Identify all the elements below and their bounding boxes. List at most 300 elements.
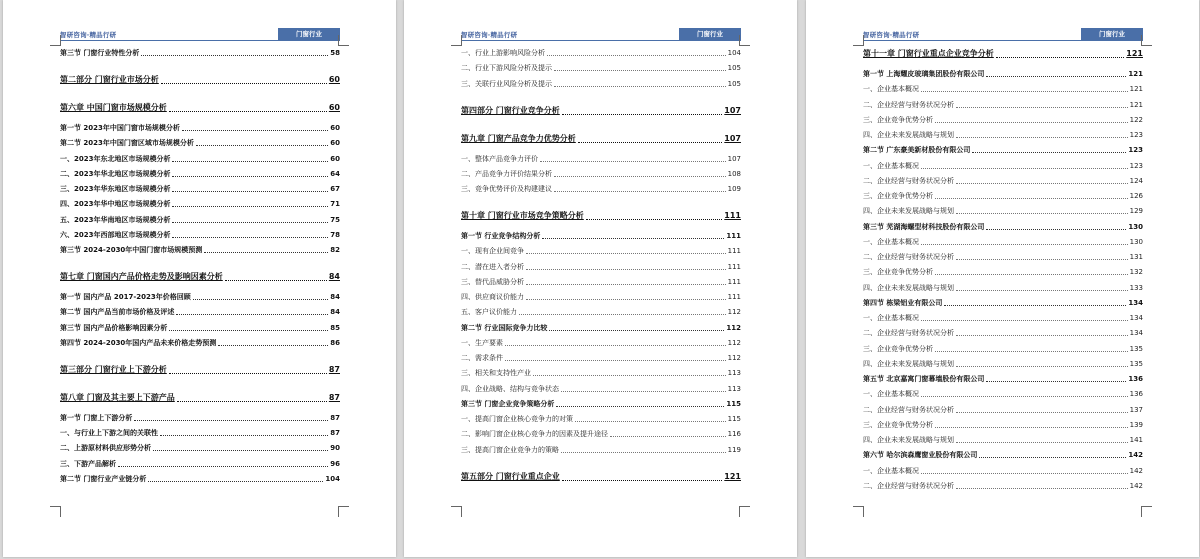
toc-entry[interactable] [461,429,741,439]
crop-mark [50,506,61,517]
toc-list [461,48,741,483]
toc-entry-title: 四、供应商议价能力 [461,293,524,301]
toc-entry[interactable] [461,277,741,287]
toc-entry-page-number: 111 [727,277,741,286]
toc-entry[interactable] [60,48,340,58]
toc-entry-page-number: 115 [727,415,741,423]
toc-leader-dots [979,457,1126,458]
toc-entry[interactable] [60,307,340,317]
toc-leader-dots [956,442,1128,443]
toc-entry-title: 三、提高门窗企业竞争力的策略 [461,445,559,454]
toc-entry-title: 第十章 门窗行业市场竞争策略分析 [461,211,584,220]
toc-entry-title: 第一节 门窗上下游分析 [60,413,133,422]
toc-entry-title: 一、整体产品竞争力评价 [461,154,538,163]
toc-entry-page-number: 111 [727,247,741,256]
toc-entry-page-number: 126 [1129,192,1143,200]
toc-entry-title: 第三节 芜湖海螺型材科技股份有限公司 [863,222,985,231]
toc-entry-page-number: 123 [1129,131,1143,139]
toc-entry-title: 三、企业竞争优势分析 [863,115,933,124]
toc-leader-dots [148,481,323,482]
header-tag: 门窗行业 [679,28,741,40]
toc-entry-page-number: 84 [330,308,340,317]
toc-entry-page-number: 134 [1128,298,1143,307]
toc-entry-title: 第二节 门窗行业产业链分析 [60,474,147,483]
toc-leader-dots [956,259,1128,260]
toc-entry[interactable] [461,79,741,89]
toc-leader-dots [956,488,1128,489]
crop-mark [739,35,750,46]
toc-leader-dots [578,142,723,143]
toc-leader-dots [526,284,726,285]
toc-entry-title: 二、企业经营与财务状况分析 [863,405,954,414]
toc-entry[interactable] [60,428,340,438]
toc-entry[interactable] [863,115,1143,125]
toc-entry[interactable] [863,313,1143,323]
toc-leader-dots [141,55,328,56]
toc-entry-page-number: 60 [328,75,340,84]
toc-entry-page-number: 130 [1129,237,1143,246]
toc-entry[interactable] [60,271,340,283]
toc-leader-dots [935,274,1128,275]
header-rule [863,40,1143,41]
toc-leader-dots [172,237,328,238]
toc-entry-title: 三、相关和支持性产业 [461,369,531,378]
toc-entry-page-number: 60 [330,124,340,132]
toc-leader-dots [956,335,1128,336]
toc-entry[interactable] [60,74,340,86]
toc-entry[interactable] [863,344,1143,354]
toc-entry-page-number: 107 [724,133,741,143]
toc-entry[interactable] [863,191,1143,201]
toc-entry[interactable] [461,231,741,241]
document-page-1 [3,0,396,557]
toc-entry[interactable] [863,405,1143,415]
toc-leader-dots [921,168,1128,169]
toc-entry-title: 第六节 哈尔滨森鹰窗业股份有限公司 [863,451,978,460]
toc-entry-title: 第四节 栋梁铝业有限公司 [863,298,943,307]
toc-entry[interactable] [461,246,741,256]
toc-leader-dots [549,330,724,331]
toc-leader-dots [956,213,1128,214]
toc-entry-title: 第七章 门窗国内产品价格走势及影响因素分析 [60,272,223,281]
toc-entry-title: 三、企业竞争优势分析 [863,268,933,277]
toc-leader-dots [921,91,1128,92]
toc-entry[interactable] [60,364,340,376]
toc-entry-title: 三、企业竞争优势分析 [863,192,933,200]
toc-entry-title: 二、需求条件 [461,354,503,362]
toc-entry-page-number: 136 [1128,375,1143,383]
crop-mark [1141,506,1152,517]
toc-entry[interactable] [863,161,1143,171]
toc-entry[interactable] [863,69,1143,79]
toc-leader-dots [169,111,327,112]
toc-entry-page-number: 116 [727,430,741,439]
toc-entry-title: 三、企业竞争优势分析 [863,344,933,353]
toc-entry-page-number: 82 [330,246,340,254]
toc-entry-title: 六、2023年西部地区市场规模分析 [60,230,171,239]
toc-entry[interactable] [60,184,340,194]
toc-leader-dots [554,191,726,192]
crop-mark [1141,35,1152,46]
toc-entry[interactable] [863,267,1143,277]
toc-entry-title: 二、企业经营与财务状况分析 [863,253,954,261]
toc-entry[interactable] [461,471,741,483]
toc-entry-page-number: 134 [1129,314,1143,322]
toc-leader-dots [547,55,726,56]
toc-leader-dots [935,198,1128,199]
toc-leader-dots [172,222,328,223]
toc-entry-title: 第一节 上海耀皮玻璃集团股份有限公司 [863,70,985,78]
toc-leader-dots [161,83,327,84]
toc-entry-title: 二、企业经营与财务状况分析 [863,100,954,109]
toc-entry-page-number: 104 [325,474,340,483]
toc-leader-dots [172,206,328,207]
toc-leader-dots [935,122,1128,123]
toc-entry[interactable] [863,359,1143,369]
toc-entry[interactable] [461,399,741,409]
toc-leader-dots [519,314,726,315]
toc-leader-dots [169,330,328,331]
toc-leader-dots [956,183,1128,184]
toc-entry-page-number: 108 [727,169,741,178]
toc-entry-page-number: 107 [727,154,741,163]
header-rule [461,40,741,41]
toc-leader-dots [586,219,723,220]
toc-entry-page-number: 71 [330,200,340,209]
toc-entry-title: 三、下游产品解析 [60,459,116,468]
toc-entry-title: 二、行业下游风险分析及提示 [461,64,552,73]
toc-entry[interactable] [461,338,741,348]
toc-leader-dots [540,161,726,162]
toc-entry-title: 二、2023年华北地区市场规模分析 [60,169,171,178]
toc-leader-dots [554,86,726,87]
toc-entry[interactable] [461,63,741,73]
toc-leader-dots [986,229,1126,230]
toc-list [863,48,1143,491]
toc-entry-page-number: 96 [330,459,340,468]
toc-entry-title: 一、2023年东北地区市场规模分析 [60,154,171,163]
toc-leader-dots [956,290,1128,291]
toc-entry[interactable] [60,138,340,148]
toc-entry[interactable] [863,176,1143,186]
toc-entry-page-number: 142 [1128,451,1143,460]
toc-entry[interactable] [60,292,340,302]
toc-entry-title: 三、替代品威胁分析 [461,277,524,286]
crop-mark [338,35,349,46]
toc-entry-title: 五、2023年华南地区市场规模分析 [60,215,171,224]
header-tag: 门窗行业 [1081,28,1143,40]
crop-mark [338,506,349,517]
toc-entry-title: 第一节 2023年中国门窗市场规模分析 [60,124,180,132]
toc-entry-title: 一、企业基本概况 [863,390,919,399]
toc-entry-page-number: 111 [724,211,741,220]
toc-entry[interactable] [863,298,1143,308]
toc-entry-title: 第五节 北京嘉寓门窗幕墙股份有限公司 [863,375,985,383]
toc-entry-title: 二、企业经营与财务状况分析 [863,176,954,185]
crop-mark [451,35,462,46]
toc-leader-dots [944,305,1126,306]
toc-entry-page-number: 121 [724,471,741,481]
crop-mark [739,506,750,517]
toc-leader-dots [935,427,1128,428]
toc-leader-dots [921,396,1128,397]
toc-leader-dots [505,345,726,346]
toc-entry-page-number: 123 [1129,161,1143,170]
toc-entry[interactable] [60,230,340,240]
toc-entry-page-number: 60 [328,103,340,112]
toc-leader-dots [610,436,726,437]
toc-leader-dots [562,480,723,481]
toc-entry[interactable] [863,481,1143,491]
toc-leader-dots [526,269,726,270]
toc-entry-title: 第三节 门窗行业特性分析 [60,49,140,57]
toc-leader-dots [935,351,1128,352]
toc-entry[interactable] [60,215,340,225]
toc-entry-page-number: 84 [328,272,340,281]
toc-entry-page-number: 119 [727,445,741,454]
toc-entry[interactable] [60,474,340,484]
toc-entry[interactable] [461,154,741,164]
toc-entry[interactable] [461,169,741,179]
toc-entry-page-number: 64 [330,169,340,178]
toc-entry-title: 第一节 国内产品 2017-2023年价格回顾 [60,293,191,301]
toc-leader-dots [554,70,726,71]
toc-entry-page-number: 123 [1128,146,1143,155]
toc-entry-page-number: 104 [727,49,741,57]
toc-leader-dots [134,420,328,421]
toc-entry-title: 五、客户议价能力 [461,308,517,317]
toc-leader-dots [575,421,726,422]
header-tag: 门窗行业 [278,28,340,40]
toc-entry-page-number: 60 [330,154,340,163]
toc-entry[interactable] [60,443,340,453]
toc-entry-title: 第六章 中国门窗市场规模分析 [60,103,167,112]
toc-entry-title: 四、企业未来发展战略与规划 [863,359,954,368]
toc-entry[interactable] [60,338,340,348]
toc-leader-dots [169,373,327,374]
toc-entry-title: 三、关联行业风险分析及提示 [461,79,552,88]
toc-entry[interactable] [863,435,1143,445]
toc-entry-page-number: 112 [726,323,741,332]
toc-entry-page-number: 111 [727,262,741,271]
toc-entry-title: 第二部分 门窗行业市场分析 [60,75,159,84]
toc-entry-title: 二、潜在进入者分析 [461,262,524,271]
toc-leader-dots [921,244,1128,245]
toc-entry-page-number: 130 [1128,222,1143,231]
toc-leader-dots [956,366,1128,367]
toc-entry[interactable] [863,237,1143,247]
toc-entry-title: 一、企业基本概况 [863,314,919,322]
toc-entry-page-number: 121 [1129,85,1143,94]
toc-entry[interactable] [60,392,340,404]
toc-entry-page-number: 121 [1129,100,1143,109]
toc-leader-dots [556,406,724,407]
header-brand: 智研咨询·精品行研 [461,31,518,39]
toc-leader-dots [153,450,328,451]
toc-entry-page-number: 121 [1128,70,1143,78]
toc-entry-title: 第二节 2023年中国门窗区域市场规模分析 [60,139,194,148]
toc-leader-dots [542,238,724,239]
toc-entry-page-number: 142 [1129,466,1143,475]
toc-entry[interactable] [863,252,1143,262]
toc-entry-title: 第五部分 门窗行业重点企业 [461,471,560,481]
toc-entry-page-number: 111 [726,232,741,240]
toc-entry[interactable] [863,222,1143,232]
toc-entry[interactable] [863,100,1143,110]
toc-leader-dots [526,253,726,254]
toc-entry[interactable] [60,459,340,469]
toc-entry-page-number: 115 [726,399,741,408]
toc-leader-dots [218,345,328,346]
toc-entry-page-number: 60 [330,139,340,148]
toc-entry-page-number: 129 [1129,207,1143,216]
toc-leader-dots [986,381,1126,382]
toc-entry-page-number: 141 [1129,436,1143,444]
toc-leader-dots [921,473,1128,474]
toc-entry-page-number: 121 [1126,49,1143,58]
toc-entry[interactable] [461,307,741,317]
toc-leader-dots [182,130,328,131]
toc-entry-page-number: 139 [1129,420,1143,429]
toc-entry-page-number: 137 [1129,405,1143,414]
toc-leader-dots [505,360,726,361]
toc-entry[interactable] [863,283,1143,293]
toc-leader-dots [193,299,329,300]
toc-entry-page-number: 87 [330,413,340,422]
toc-entry-page-number: 112 [727,354,741,362]
toc-entry-page-number: 112 [727,308,741,317]
toc-entry-page-number: 136 [1129,390,1143,399]
toc-entry[interactable] [863,328,1143,338]
toc-leader-dots [956,412,1128,413]
header-brand: 智研咨询·精品行研 [863,31,920,39]
toc-entry-title: 四、2023年华中地区市场规模分析 [60,200,171,209]
toc-entry[interactable] [461,353,741,363]
toc-leader-dots [956,107,1128,108]
header-rule [60,40,340,41]
toc-entry-title: 四、企业未来发展战略与规划 [863,436,954,444]
toc-entry-page-number: 84 [330,293,340,301]
toc-leader-dots [526,299,726,300]
toc-leader-dots [176,314,328,315]
crop-mark [451,506,462,517]
toc-leader-dots [561,391,726,392]
toc-entry[interactable] [863,374,1143,384]
toc-entry[interactable] [461,184,741,194]
toc-entry-title: 一、生产要素 [461,338,503,347]
toc-entry-title: 第三部分 门窗行业上下游分析 [60,364,167,374]
toc-entry-page-number: 109 [727,185,741,193]
toc-entry-page-number: 90 [330,444,340,453]
toc-leader-dots [986,76,1126,77]
toc-entry[interactable] [461,384,741,394]
toc-entry-page-number: 142 [1129,481,1143,490]
toc-entry[interactable] [60,323,340,333]
toc-entry[interactable] [461,210,741,222]
toc-leader-dots [196,145,328,146]
toc-entry[interactable] [461,414,741,424]
toc-entry[interactable] [60,413,340,423]
toc-leader-dots [172,176,328,177]
toc-entry-title: 第二节 行业国际竞争力比较 [461,323,548,332]
toc-entry[interactable] [60,123,340,133]
toc-entry-title: 一、企业基本概况 [863,85,919,94]
toc-leader-dots [172,191,328,192]
toc-entry[interactable] [60,102,340,114]
toc-entry[interactable] [461,368,741,378]
toc-entry[interactable] [60,154,340,164]
toc-entry[interactable] [461,133,741,145]
crop-mark [50,35,61,46]
toc-leader-dots [561,452,726,453]
toc-leader-dots [921,320,1128,321]
crop-mark [853,506,864,517]
toc-entry-title: 一、提高门窗企业核心竞争力的对策 [461,415,573,423]
toc-entry[interactable] [461,292,741,302]
toc-entry[interactable] [863,206,1143,216]
toc-entry-title: 三、竞争优势评价及构建建议 [461,185,552,193]
toc-leader-dots [972,152,1126,153]
toc-leader-dots [554,176,726,177]
toc-entry-title: 第三节 2024-2030年中国门窗市场规模预测 [60,246,203,254]
toc-entry[interactable] [461,445,741,455]
toc-entry-title: 一、企业基本概况 [863,466,919,475]
toc-entry-title: 一、行业上游影响风险分析 [461,49,545,57]
toc-leader-dots [225,280,327,281]
toc-entry[interactable] [863,450,1143,460]
toc-leader-dots [160,435,328,436]
toc-entry-page-number: 67 [330,185,340,193]
toc-entry-page-number: 78 [330,230,340,239]
toc-entry-title: 第三节 国内产品价格影响因素分析 [60,323,168,332]
toc-entry[interactable] [461,105,741,117]
toc-leader-dots [118,466,328,467]
toc-entry[interactable] [863,420,1143,430]
document-page-2 [404,0,797,557]
toc-entry[interactable] [863,130,1143,140]
toc-entry[interactable] [60,245,340,255]
toc-entry-title: 一、企业基本概况 [863,237,919,246]
toc-entry-title: 第一节 行业竞争结构分析 [461,232,541,240]
toc-leader-dots [996,57,1125,58]
toc-entry[interactable] [60,199,340,209]
toc-entry-page-number: 135 [1129,344,1143,353]
toc-entry[interactable] [863,145,1143,155]
toc-entry-page-number: 105 [727,79,741,88]
toc-entry-page-number: 105 [727,64,741,73]
toc-entry-title: 二、企业经营与财务状况分析 [863,481,954,490]
toc-entry[interactable] [863,389,1143,399]
toc-entry-title: 第二节 广东豪美新材股份有限公司 [863,146,971,155]
toc-entry-page-number: 87 [328,364,340,374]
toc-list [60,48,340,484]
toc-entry-title: 第八章 门窗及其主要上下游产品 [60,392,175,402]
toc-entry-page-number: 107 [724,105,741,115]
toc-entry-page-number: 132 [1129,268,1143,277]
toc-entry[interactable] [863,84,1143,94]
header-brand: 智研咨询·精品行研 [60,31,117,39]
toc-entry[interactable] [60,169,340,179]
toc-entry-title: 一、企业基本概况 [863,161,919,170]
toc-entry[interactable] [863,48,1143,60]
toc-entry-title: 第二节 国内产品当前市场价格及评述 [60,308,175,317]
toc-entry[interactable] [863,466,1143,476]
toc-leader-dots [204,252,328,253]
toc-entry[interactable] [461,323,741,333]
toc-entry[interactable] [461,262,741,272]
toc-entry-page-number: 122 [1129,115,1143,124]
toc-entry[interactable] [461,48,741,58]
